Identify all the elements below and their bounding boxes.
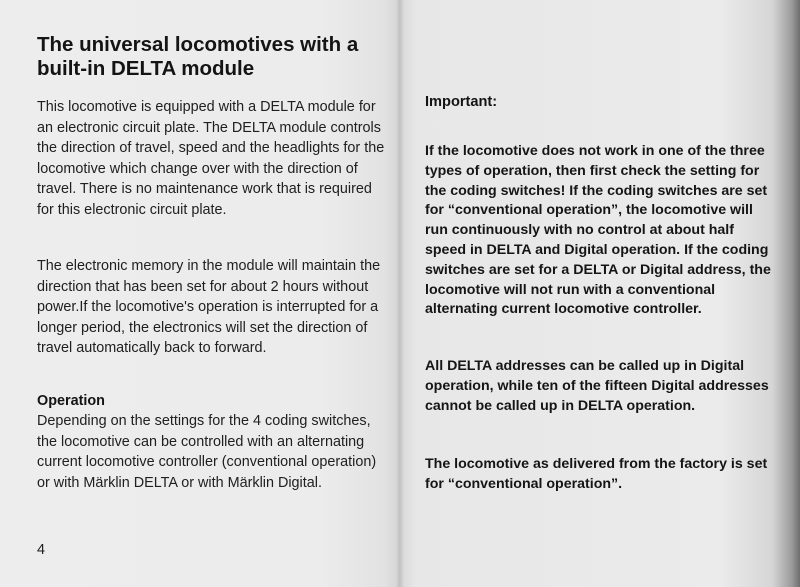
page-title: The universal locomotives with a built-in DELTA module bbox=[37, 33, 359, 80]
operation-heading: Operation bbox=[37, 393, 105, 409]
intro-paragraph: This locomotive is equipped with a DELTA module for an electronic circuit plate. The DELTA module controls the direction of travel, speed and the headlights for the locomotive which change over with the direction of travel. There is no maintenance work that is required for this electronic circuit plate. bbox=[37, 99, 385, 218]
memory-paragraph: The electronic memory in the module will maintain the direction that has been set for about 2 hours without power.If the locomotive's operation is interrupted for a longer period, the electronics will set the direction of travel automatically back to forward. bbox=[37, 258, 381, 356]
operation-paragraph: Depending on the settings for the 4 coding switches, the locomotive can be controlled with an alternating current locomotive controller (conventional operation) or with Märklin DELTA or with Märklin Digital. bbox=[37, 413, 377, 491]
book-gutter bbox=[396, 0, 404, 587]
page-number: 4 bbox=[37, 542, 46, 558]
important-heading: Important: bbox=[425, 94, 498, 110]
troubleshooting-paragraph: If the locomotive does not work in one of the three types of operation, then first check the setting for the coding switches! If the coding switches are set for “conventional operation”, the locomotive will run continuously with no control at about half speed in DELTA and Digital operation. If the coding switches are set for a DELTA or Digital address, the locomotive will not run with a conventional alternating current locomotive controller. bbox=[425, 143, 771, 318]
factory-setting-paragraph: The locomotive as delivered from the factory is set for “conventional operation”. bbox=[425, 456, 768, 492]
addresses-paragraph: All DELTA addresses can be called up in Digital operation, while ten of the fifteen Digital addresses cannot be called up in DELTA operation. bbox=[425, 358, 769, 414]
